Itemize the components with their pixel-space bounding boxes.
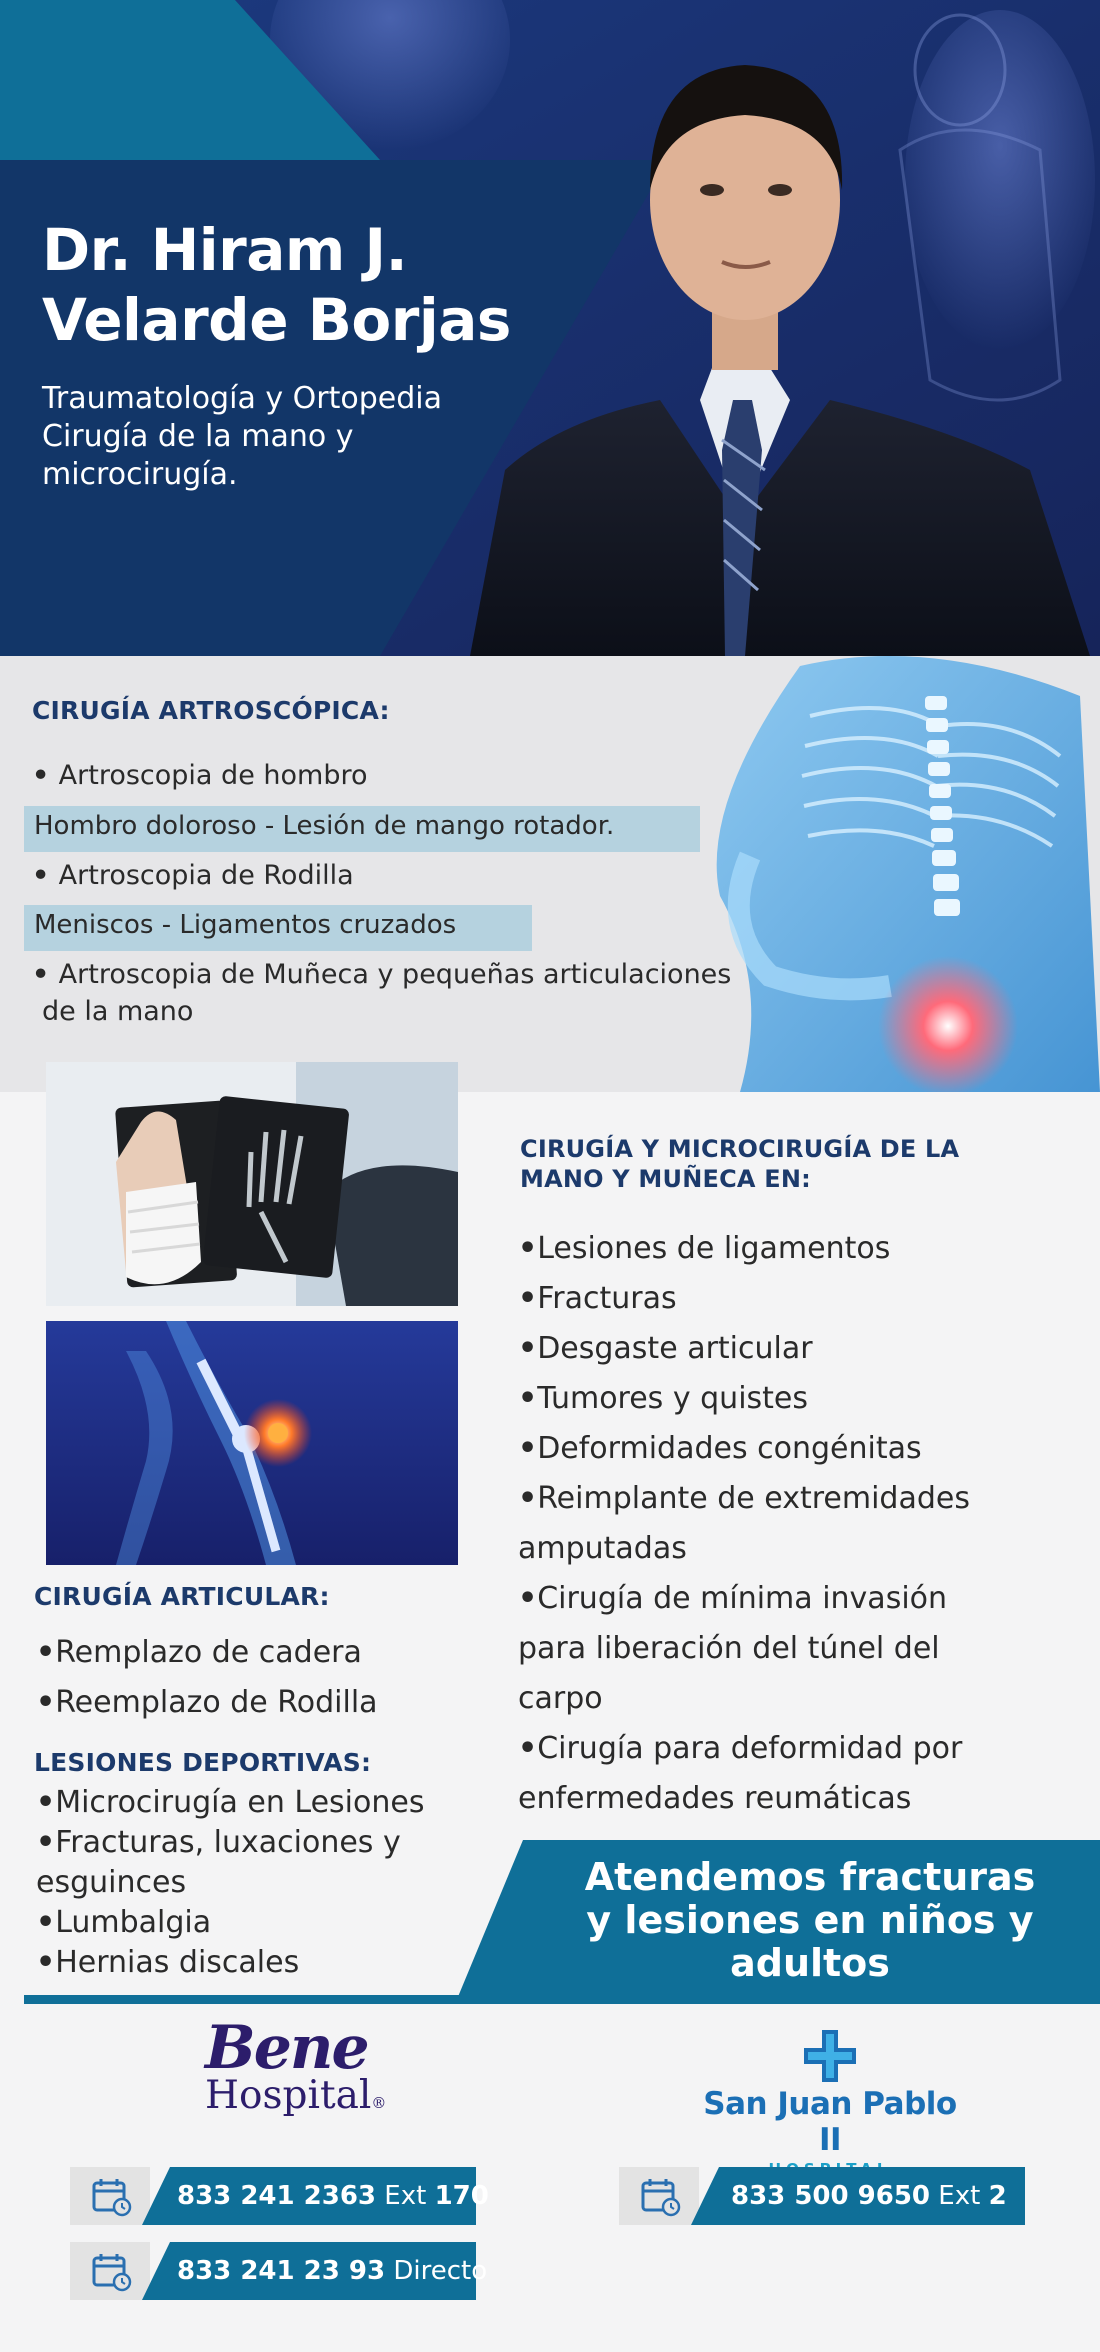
specialty-line2: Cirugía de la mano y — [42, 419, 354, 454]
list-item-text: Fracturas — [537, 1281, 677, 1316]
list-item — [518, 1224, 970, 1274]
sjp-logo-name: San Juan Pablo II — [703, 2086, 957, 2158]
spine-xray-illustration — [680, 656, 1100, 1092]
list-item-text: Microcirugía en Lesiones — [55, 1785, 425, 1820]
banner-line1: Atendemos fracturas — [584, 1855, 1036, 1899]
list-item — [36, 1678, 378, 1728]
list-item-text: Reimplante de extremidades — [537, 1481, 970, 1516]
phone-ext: 2 — [988, 2181, 1007, 2211]
bullet-icon: • — [36, 1905, 56, 1940]
bullet-icon: • — [32, 760, 59, 791]
bene-phone-ext[interactable] — [70, 2167, 489, 2225]
phone-icon-box — [70, 2167, 150, 2225]
joint-surgery-list — [36, 1628, 378, 1728]
list-item — [36, 1783, 424, 1823]
phone-label — [731, 2167, 1007, 2225]
bullet-icon: • — [518, 1481, 538, 1516]
doctor-specialty — [42, 380, 542, 494]
list-item — [36, 1628, 378, 1678]
bene-logo-hospital: Hospital — [205, 2073, 372, 2118]
hand-surgery-title — [520, 1134, 959, 1194]
list-item-text: Desgaste articular — [537, 1331, 813, 1366]
list-item — [32, 860, 354, 891]
list-item-text: Tumores y quistes — [537, 1381, 809, 1416]
list-item — [518, 1424, 970, 1474]
list-item-text: Artroscopia de Muñeca y pequeñas articulaciones — [58, 959, 732, 990]
registered-mark: ® — [371, 2094, 387, 2112]
hand-surgery-list — [518, 1224, 970, 1824]
phone-label — [177, 2242, 487, 2300]
sjp-hospital-logo — [690, 2028, 970, 2178]
list-item-text: Reemplazo de Rodilla — [55, 1685, 378, 1720]
bullet-icon: • — [32, 860, 59, 891]
hand-surgery-title-line2: MANO Y MUÑECA EN: — [520, 1165, 811, 1193]
list-item-text: Lesiones de ligamentos — [537, 1231, 891, 1266]
phone-ext: 170 — [434, 2181, 489, 2211]
bullet-icon: • — [518, 1381, 538, 1416]
phone-suffix: Ext — [384, 2181, 427, 2211]
phone-label — [177, 2167, 489, 2225]
list-item-continuation: enfermedades reumáticas — [518, 1781, 912, 1816]
phone-number: 833 241 2363 — [177, 2181, 377, 2211]
bullet-icon: • — [32, 959, 59, 990]
list-item — [32, 760, 367, 791]
bene-phone-direct[interactable] — [70, 2242, 488, 2300]
bene-hospital-logo — [205, 2013, 405, 2125]
bullet-icon: • — [36, 1785, 56, 1820]
list-item-text: Fracturas, luxaciones y — [55, 1825, 401, 1860]
list-item-text: Deformidades congénitas — [537, 1431, 922, 1466]
bullet-icon: • — [518, 1431, 538, 1466]
list-subitem: Hombro doloroso - Lesión de mango rotador. — [34, 811, 615, 841]
list-item — [518, 1724, 970, 1774]
banner-message — [530, 1856, 1090, 1985]
phone-number: 833 500 9650 — [731, 2181, 931, 2211]
list-item-continuation: carpo — [518, 1681, 603, 1716]
list-item-text: Lumbalgia — [55, 1905, 212, 1940]
phone-icon-box — [70, 2242, 150, 2300]
list-item-continuation: de la mano — [42, 996, 194, 1027]
bullet-icon: • — [518, 1281, 538, 1316]
list-item-continuation: para liberación del túnel del — [518, 1631, 940, 1666]
specialty-line1: Traumatología y Ortopedia — [42, 381, 442, 416]
knee-illustration — [46, 1321, 458, 1565]
phone-icon-box — [619, 2167, 699, 2225]
hand-xray-photo — [46, 1062, 458, 1306]
sjp-phone-ext[interactable] — [619, 2167, 1025, 2225]
list-item — [518, 1324, 970, 1374]
bullet-icon: • — [36, 1945, 56, 1980]
joint-surgery-title: CIRUGÍA ARTICULAR: — [34, 1582, 330, 1611]
bullet-icon: • — [518, 1581, 538, 1616]
list-item — [518, 1374, 970, 1424]
list-item-text: Remplazo de cadera — [55, 1635, 362, 1670]
list-item — [518, 1474, 970, 1524]
list-subitem: Meniscos - Ligamentos cruzados — [34, 910, 457, 940]
calendar-clock-icon — [70, 2167, 150, 2225]
arthroscopy-section — [0, 656, 1100, 1092]
list-item — [518, 1274, 970, 1324]
list-item-continuation: esguinces — [36, 1865, 187, 1900]
bullet-icon: • — [36, 1825, 56, 1860]
bullet-icon: • — [518, 1231, 538, 1266]
list-item-text: Cirugía para deformidad por — [537, 1731, 963, 1766]
bullet-icon: • — [518, 1331, 538, 1366]
sports-injuries-title: LESIONES DEPORTIVAS: — [34, 1748, 372, 1777]
list-item-text: Hernias discales — [55, 1945, 300, 1980]
list-item-text: Cirugía de mínima invasión — [537, 1581, 948, 1616]
doctor-name-line1: Dr. Hiram J. — [42, 216, 408, 284]
calendar-clock-icon — [619, 2167, 699, 2225]
medical-cross-icon — [802, 2028, 858, 2084]
header-banner — [0, 0, 1100, 656]
arthroscopy-title: CIRUGÍA ARTROSCÓPICA: — [32, 696, 390, 725]
bullet-icon: • — [36, 1685, 56, 1720]
calendar-clock-icon — [70, 2242, 150, 2300]
list-item-text: Artroscopia de hombro — [58, 760, 368, 791]
bullet-icon: • — [36, 1635, 56, 1670]
phone-suffix: Directo — [393, 2256, 488, 2286]
list-item — [518, 1574, 970, 1624]
list-item-continuation: amputadas — [518, 1531, 687, 1566]
banner-line2: y lesiones en niños y — [586, 1898, 1034, 1942]
doctor-name — [42, 215, 602, 355]
doctor-name-line2: Velarde Borjas — [42, 286, 511, 354]
list-item — [32, 959, 731, 990]
hand-surgery-title-line1: CIRUGÍA Y MICROCIRUGÍA DE LA — [520, 1135, 960, 1163]
bene-logo-word: Bene — [205, 2013, 368, 2083]
specialty-line3: microcirugía. — [42, 457, 238, 492]
phone-suffix: Ext — [938, 2181, 981, 2211]
bene-logo-sub — [205, 2074, 405, 2125]
banner-line3: adultos — [730, 1941, 890, 1985]
bullet-icon: • — [518, 1731, 538, 1766]
list-item-text: Artroscopia de Rodilla — [58, 860, 354, 891]
phone-number: 833 241 23 93 — [177, 2256, 386, 2286]
